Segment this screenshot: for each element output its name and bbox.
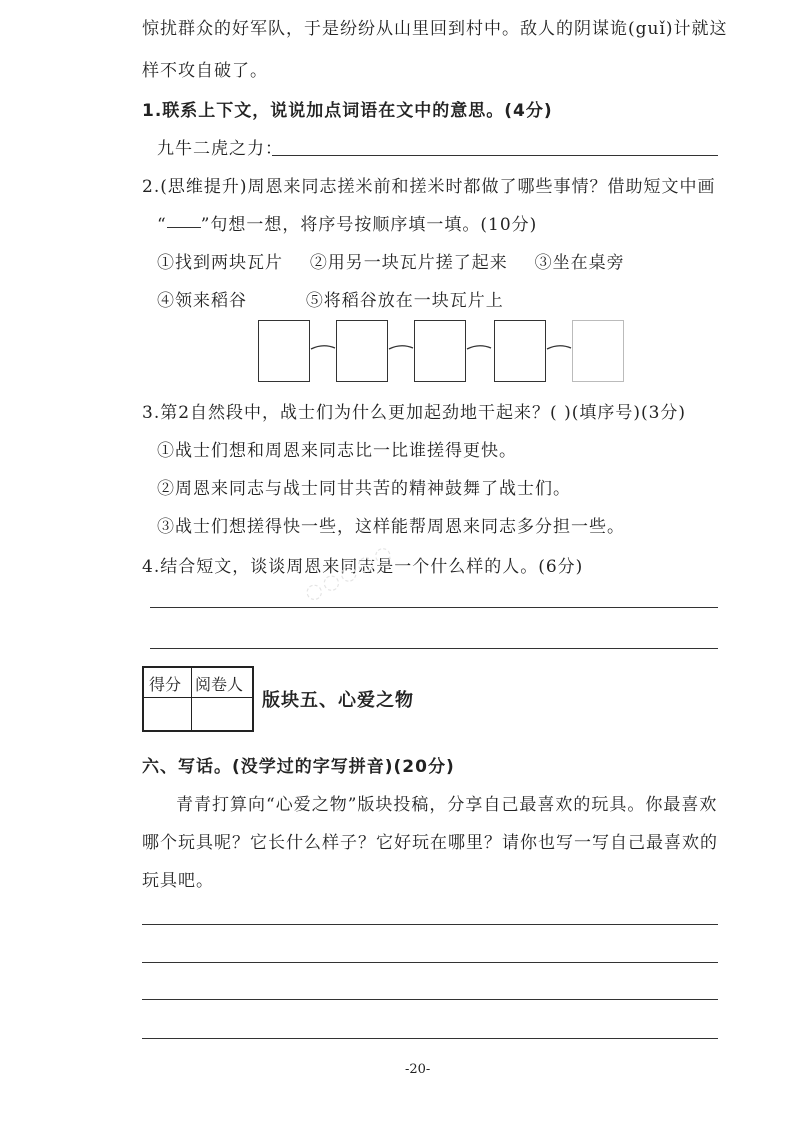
option-3: ③坐在桌旁 <box>534 253 625 273</box>
page-number: -20- <box>405 1062 431 1077</box>
arrow-icon <box>466 342 492 354</box>
arrow-icon <box>388 342 414 354</box>
writing-line-4[interactable] <box>142 1038 718 1039</box>
passage-line-2: 样不攻自破了。 <box>142 61 268 81</box>
options-row-2 <box>157 286 504 311</box>
option-2: ②用另一块瓦片搓了起来 <box>309 253 508 273</box>
options-row-1 <box>157 248 625 273</box>
writing-line-3[interactable] <box>142 999 718 1000</box>
section-title: 版块五、心爱之物 <box>262 690 414 711</box>
question-3-option-1: ①战士们想和周恩来同志比一比谁搓得更快。 <box>157 441 517 461</box>
reviewer-label: 阅卷人 <box>195 675 244 694</box>
writing-prompt-line-3: 玩具吧。 <box>142 871 214 891</box>
question-3-option-2: ②周恩来同志与战士同甘共苦的精神鼓舞了战士们。 <box>157 479 571 499</box>
watermark: ◌◌◌◌◌ <box>300 538 398 606</box>
open-quote: “ <box>157 215 167 235</box>
writing-line-2[interactable] <box>142 962 718 963</box>
sequence-box-1[interactable] <box>258 320 310 382</box>
writing-prompt-line-2: 哪个玩具呢？它长什么样子？它好玩在哪里？请你也写一写自己最喜欢的 <box>142 833 718 853</box>
question-2-title: 2.(思维提升)周恩来同志搓米前和搓米时都做了哪些事情？借助短文中画 <box>142 177 716 197</box>
writing-prompt-line-1: 青青打算向“心爱之物”版块投稿，分享自己最喜欢的玩具。你最喜欢 <box>176 795 718 815</box>
question-3-title: 3.第2自然段中，战士们为什么更加起劲地干起来？( )(填序号)(3分) <box>142 403 687 423</box>
question-1-title <box>142 96 553 121</box>
question-3-option-3: ③战士们想搓得快一些，这样能帮周恩来同志多分担一些。 <box>157 517 625 537</box>
arrow-icon <box>310 342 336 354</box>
arrow-icon <box>546 342 572 354</box>
passage-line-1: 惊扰群众的好军队，于是纷纷从山里回到村中。敌人的阴谋诡(guǐ)计就这 <box>142 19 728 39</box>
sequence-box-4[interactable] <box>494 320 546 382</box>
option-5: ⑤将稻谷放在一块瓦片上 <box>305 291 504 311</box>
sequence-box-5[interactable] <box>572 320 624 382</box>
question-2-title-continued <box>157 210 537 235</box>
score-table <box>142 666 254 732</box>
answer-line-q4-1[interactable] <box>150 607 718 608</box>
quote-blank <box>167 227 201 228</box>
score-label: 得分 <box>149 675 182 694</box>
writing-line-1[interactable] <box>142 924 718 925</box>
option-1: ①找到两块瓦片 <box>157 253 283 273</box>
answer-line-q1 <box>272 155 718 156</box>
question-4-title: 4.结合短文，谈谈周恩来同志是一个什么样的人。(6分) <box>142 557 584 577</box>
writing-question-title: 六、写话。(没学过的字写拼音)(20分) <box>142 757 455 777</box>
answer-line-q4-2[interactable] <box>150 648 718 649</box>
sequence-box-3[interactable] <box>414 320 466 382</box>
sequence-box-2[interactable] <box>336 320 388 382</box>
question-2-instruction: ”句想一想，将序号按顺序填一填。(10分) <box>200 215 538 235</box>
option-4: ④领来稻谷 <box>157 291 247 311</box>
question-1-prompt: 九牛二虎之力： <box>157 139 283 159</box>
question-1-text: 1.联系上下文，说说加点词语在文中的意思。(4分) <box>142 101 553 121</box>
